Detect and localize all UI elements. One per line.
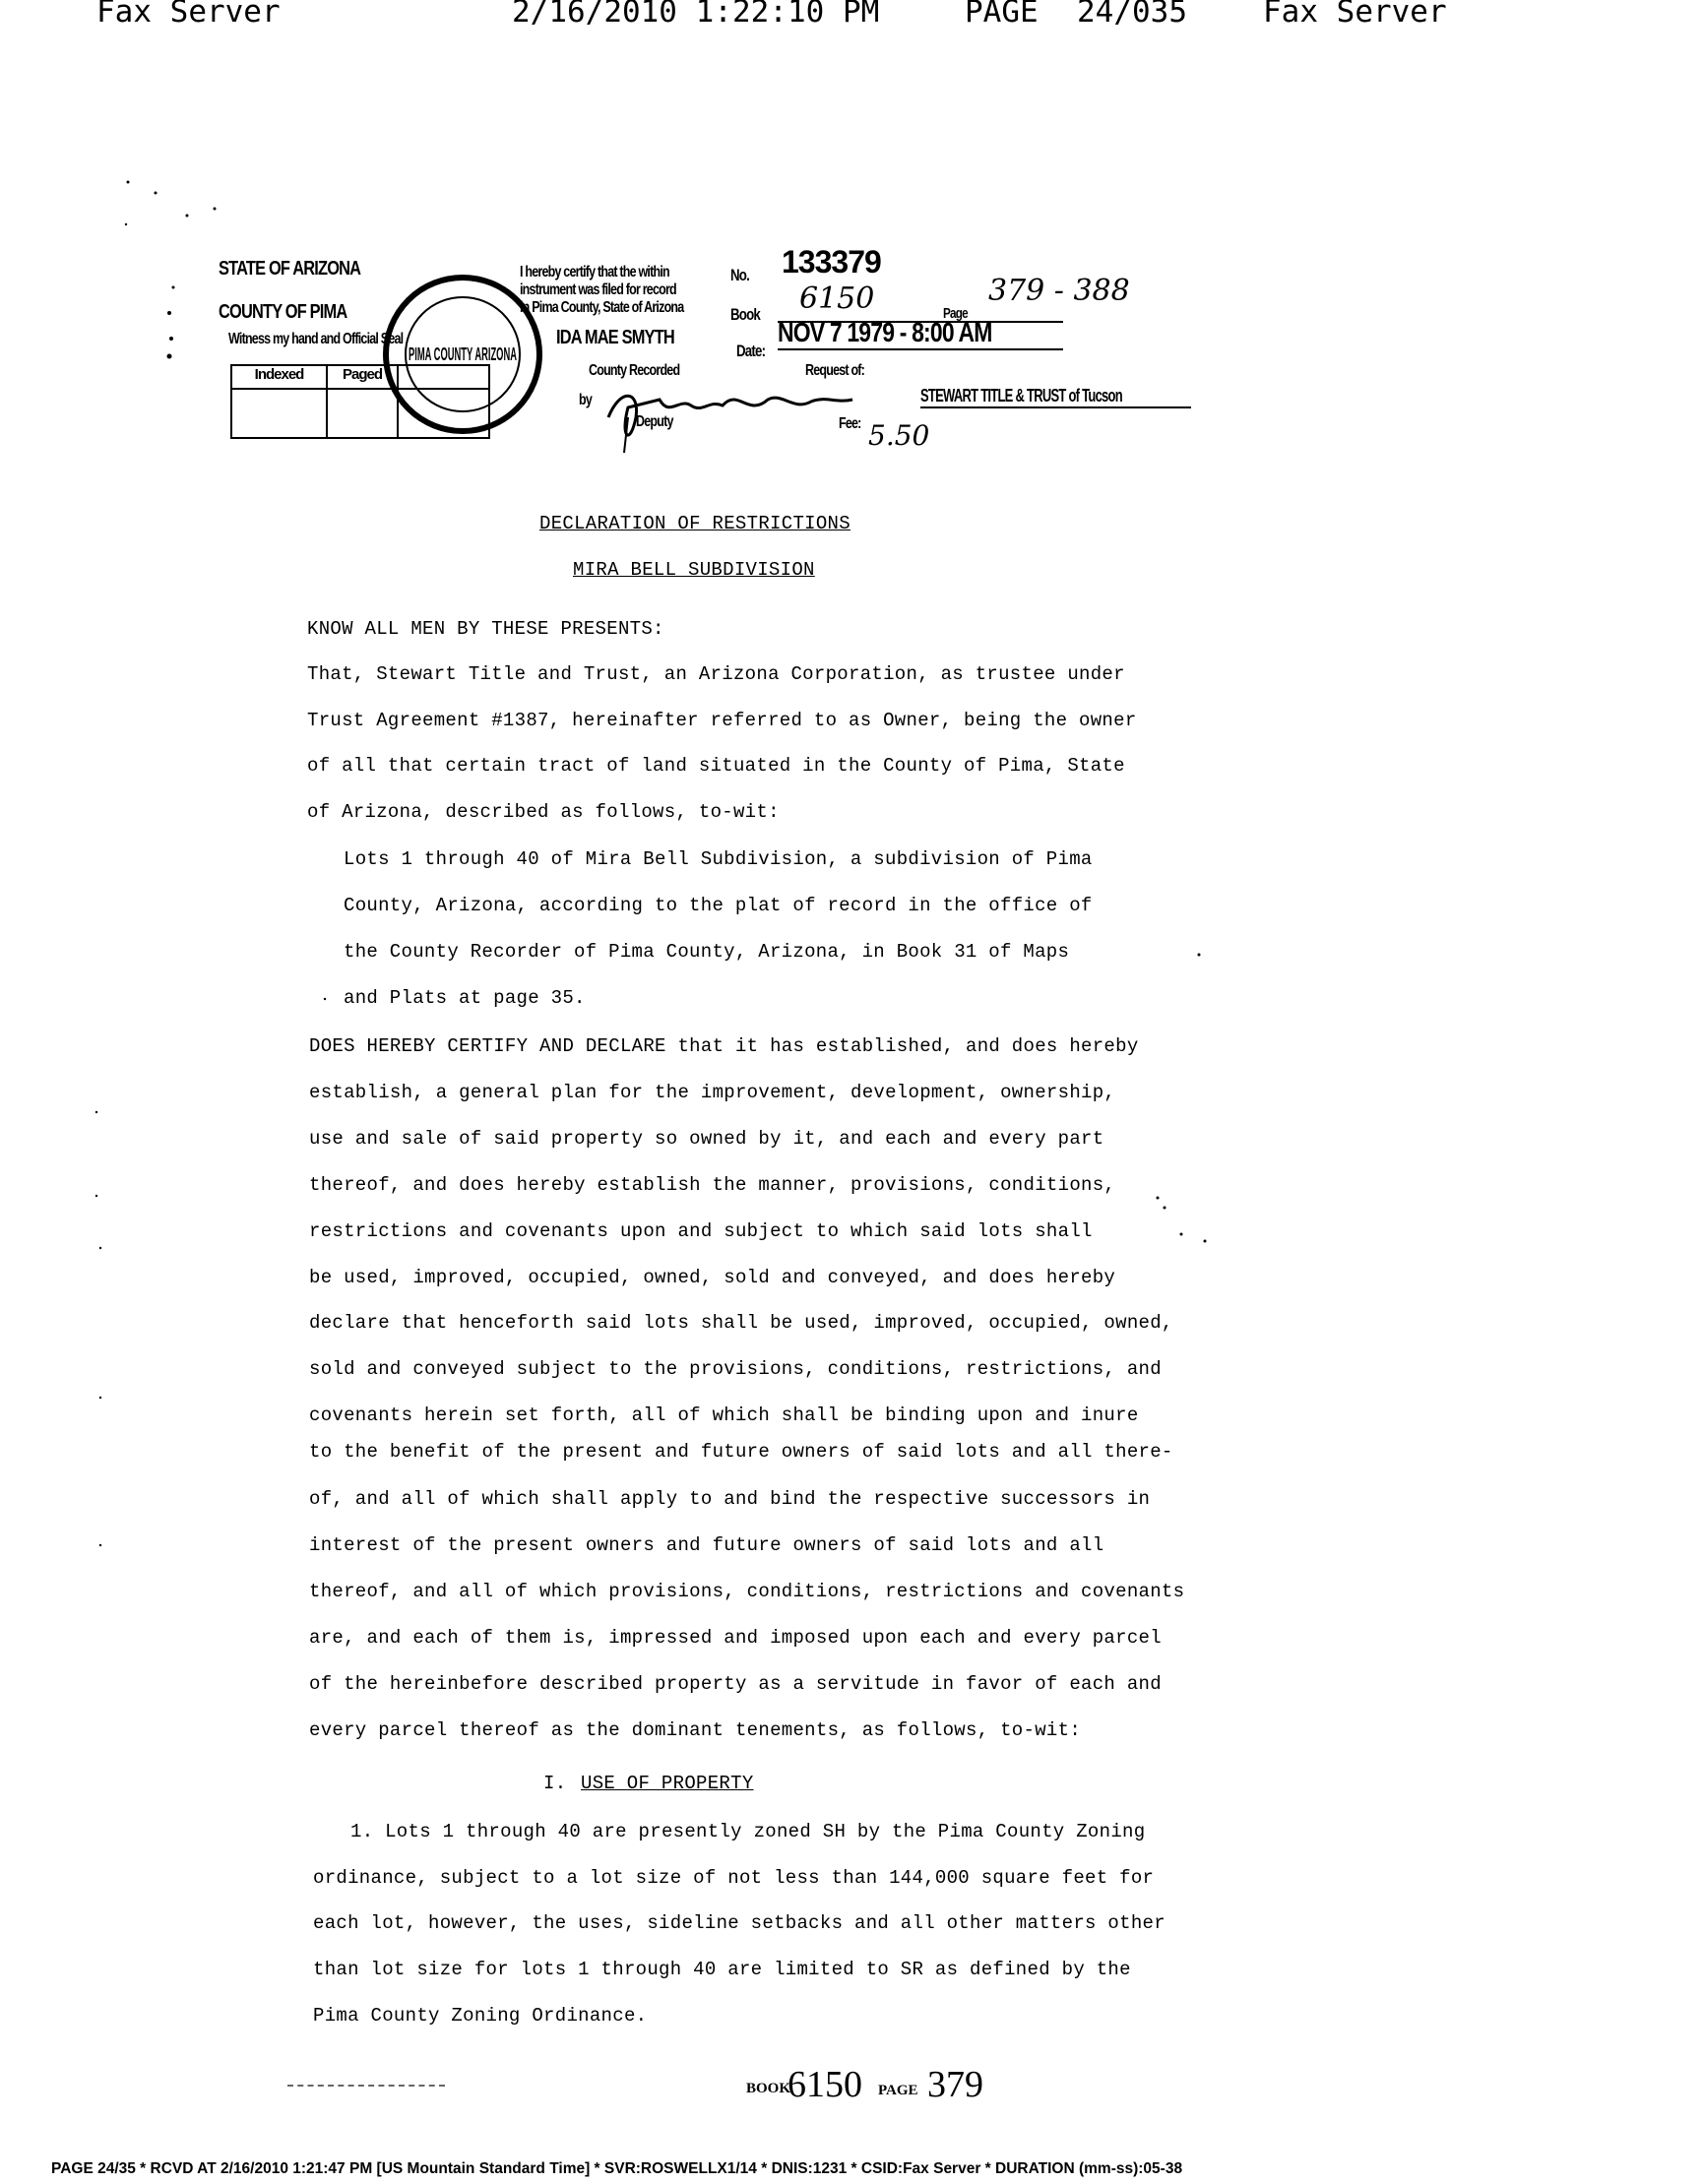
paragraph1-line: Trust Agreement #1387, hereinafter referred to as Owner, being the owner bbox=[307, 710, 1137, 731]
document-subtitle: MIRA BELL SUBDIVISION bbox=[573, 559, 815, 581]
section1-line: ordinance, subject to a lot size of not less than 144,000 square feet for bbox=[313, 1867, 1155, 1889]
stamp-deputy: Deputy bbox=[636, 413, 673, 430]
stamp-document-number: 133379 bbox=[782, 244, 881, 280]
book-stamp-number: 6150 bbox=[788, 2064, 862, 2105]
request-underline bbox=[920, 406, 1191, 408]
legal-description-line: Lots 1 through 40 of Mira Bell Subdivision, a subdivision of Pima bbox=[344, 848, 1093, 870]
stamp-request-value: STEWART TITLE & TRUST of Tucson bbox=[920, 386, 1122, 406]
paragraph2-line: thereof, and does hereby establish the manner, provisions, conditions, bbox=[309, 1174, 1116, 1196]
paragraph2-line: of the hereinbefore described property as a servitude in favor of each and bbox=[309, 1673, 1162, 1695]
paragraph2-line: declare that henceforth said lots shall be used, improved, occupied, owned, bbox=[309, 1312, 1173, 1334]
fax-header-page-number: 24/035 bbox=[1077, 0, 1187, 30]
intro-line: KNOW ALL MEN BY THESE PRESENTS: bbox=[307, 618, 664, 640]
legal-description-line: the County Recorder of Pima County, Arizona, in Book 31 of Maps bbox=[344, 941, 1070, 963]
legal-description-line: County, Arizona, according to the plat of record in the office of bbox=[344, 895, 1093, 916]
stamp-no-label: No. bbox=[730, 266, 750, 284]
stamp-date-label: Date: bbox=[736, 342, 766, 360]
paragraph2-line: to the benefit of the present and future owners of said lots and all there- bbox=[309, 1441, 1173, 1463]
stamp-recorder-name: IDA MAE SMYTH bbox=[556, 327, 674, 348]
legal-description-line: and Plats at page 35. bbox=[344, 987, 586, 1009]
paragraph1-line: of all that certain tract of land situated in the County of Pima, State bbox=[307, 755, 1125, 777]
book-stamp-label: BOOK bbox=[746, 2081, 791, 2096]
stamp-fee-value: 5.50 bbox=[868, 419, 930, 452]
paragraph2-line: be used, improved, occupied, owned, sold and conveyed, and does hereby bbox=[309, 1267, 1116, 1288]
paragraph2-line: are, and each of them is, impressed and imposed upon each and every parcel bbox=[309, 1627, 1162, 1649]
stamp-fee-label: Fee: bbox=[839, 415, 861, 432]
paragraph1-line: That, Stewart Title and Trust, an Arizona Corporation, as trustee under bbox=[307, 663, 1125, 685]
document-title: DECLARATION OF RESTRICTIONS bbox=[539, 513, 850, 534]
stamp-page-value: 379 - 388 bbox=[988, 274, 1130, 308]
paragraph2-line: every parcel thereof as the dominant tenements, as follows, to-wit: bbox=[309, 1719, 1082, 1741]
faint-dash-mark bbox=[287, 2085, 445, 2087]
stamp-date-value: NOV 7 1979 - 8:00 AM bbox=[778, 317, 992, 347]
seal-text: PIMA COUNTY ARIZONA bbox=[409, 344, 517, 364]
paragraph1-line: of Arizona, described as follows, to-wit: bbox=[307, 801, 780, 823]
stamp-page-label: Page bbox=[943, 305, 968, 322]
section-title: USE OF PROPERTY bbox=[581, 1773, 754, 1794]
section1-line: 1. Lots 1 through 40 are presently zoned SH by the Pima County Zoning bbox=[350, 1821, 1146, 1842]
paragraph2-line: DOES HEREBY CERTIFY AND DECLARE that it has established, and does hereby bbox=[309, 1035, 1139, 1057]
stamp-county: COUNTY OF PIMA bbox=[219, 301, 347, 323]
paragraph2-line: establish, a general plan for the improvement, development, ownership, bbox=[309, 1082, 1116, 1103]
deputy-signature bbox=[600, 378, 856, 457]
stamp-book-label: Book bbox=[730, 305, 761, 324]
paragraph2-line: covenants herein set forth, all of which shall be binding upon and inure bbox=[309, 1404, 1139, 1426]
stamp-request-label: Request of: bbox=[805, 362, 865, 379]
paragraph2-line: restrictions and covenants upon and subject to which said lots shall bbox=[309, 1220, 1093, 1242]
paged-header: Paged bbox=[328, 366, 399, 388]
paragraph2-line: interest of the present owners and future owners of said lots and all bbox=[309, 1534, 1104, 1556]
fax-header-left: Fax Server bbox=[96, 0, 281, 30]
paragraph2-line: use and sale of said property so owned by it, and each and every part bbox=[309, 1128, 1104, 1150]
stamp-witness: Witness my hand and Official Seal bbox=[228, 331, 404, 347]
indexed-header: Indexed bbox=[232, 366, 328, 388]
stamp-book-value: 6150 bbox=[799, 281, 875, 316]
fax-header-datetime: 2/16/2010 1:22:10 PM bbox=[512, 0, 880, 30]
stamp-certify-3: in Pima County, State of Arizona bbox=[520, 299, 684, 316]
paragraph2-line: sold and conveyed subject to the provisions, conditions, restrictions, and bbox=[309, 1358, 1162, 1380]
section1-line: Pima County Zoning Ordinance. bbox=[313, 2005, 648, 2027]
section1-line: each lot, however, the uses, sideline setbacks and all other matters other bbox=[313, 1912, 1166, 1934]
stamp-state: STATE OF ARIZONA bbox=[219, 258, 361, 280]
fax-footer: PAGE 24/35 * RCVD AT 2/16/2010 1:21:47 PM [US Mountain Standard Time] * SVR:ROSWELLX1/14 * DNIS:1231 * CSID:Fax Server * DURATION (mm-ss):05-38 bbox=[51, 2160, 1183, 2177]
page-stamp-number: 379 bbox=[927, 2064, 983, 2105]
fax-header-page-label: PAGE bbox=[965, 0, 1039, 30]
fax-header-right: Fax Server bbox=[1263, 0, 1447, 30]
stamp-county-recorded: County Recorded bbox=[589, 362, 680, 379]
date-underline bbox=[778, 348, 1063, 350]
section-number: I. bbox=[543, 1773, 567, 1794]
stamp-certify-1: I hereby certify that the within bbox=[520, 264, 669, 281]
paragraph2-line: of, and all of which shall apply to and bind the respective successors in bbox=[309, 1488, 1151, 1510]
paragraph2-line: thereof, and all of which provisions, conditions, restrictions and covenants bbox=[309, 1581, 1185, 1602]
stamp-by-label: by bbox=[579, 392, 593, 408]
page-stamp-label: PAGE bbox=[878, 2083, 918, 2098]
stamp-certify-2: instrument was filed for record bbox=[520, 281, 676, 298]
section1-line: than lot size for lots 1 through 40 are limited to SR as defined by the bbox=[313, 1959, 1131, 1980]
